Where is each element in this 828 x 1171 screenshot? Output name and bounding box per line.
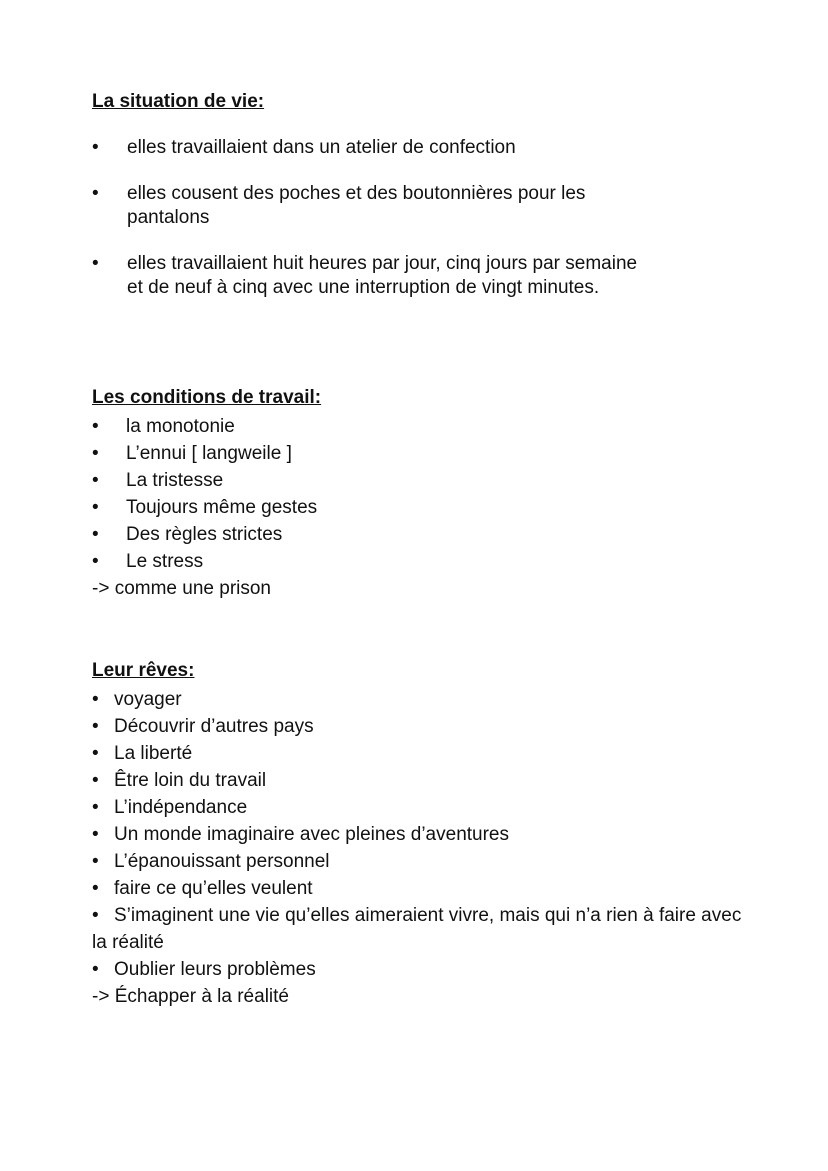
dreams-list — [92, 686, 752, 1010]
list-item-text: Être loin du travail — [114, 770, 267, 791]
bullet-icon: • — [92, 443, 99, 464]
bullet-icon: • — [92, 959, 99, 980]
section-heading-conditions: Les conditions de travail: — [92, 387, 322, 408]
bullet-icon: • — [92, 689, 99, 710]
bullet-icon: • — [92, 416, 99, 437]
bullet-icon: • — [92, 716, 99, 737]
list-item-text: L’indépendance — [114, 797, 248, 818]
dreams-conclusion: -> Échapper à la réalité — [92, 986, 289, 1007]
bullet-icon: • — [92, 824, 99, 845]
bullet-icon: • — [92, 470, 99, 491]
list-item-text: L’épanouissant personnel — [114, 851, 330, 872]
list-item-text: voyager — [114, 689, 182, 710]
bullet-icon: • — [92, 770, 99, 791]
list-item — [92, 548, 317, 575]
bullet-icon: • — [92, 851, 99, 872]
conditions-list — [92, 413, 317, 602]
list-item-text: Des règles strictes — [126, 524, 283, 545]
bullet-icon: • — [92, 797, 99, 818]
list-item-text: faire ce qu’elles veulent — [114, 878, 313, 899]
list-item-text: S’imaginent une vie qu’elles aimeraient vivre, mais qui n’a rien à faire avec la réalité — [92, 905, 742, 953]
list-item — [92, 521, 317, 548]
section-heading-dreams: Leur rêves: — [92, 660, 195, 681]
list-item — [92, 494, 317, 521]
list-item — [92, 902, 752, 956]
list-item-text: la monotonie — [126, 416, 235, 437]
list-item-text: La liberté — [114, 743, 193, 764]
list-item-text: Oublier leurs problèmes — [114, 959, 316, 980]
list-item-text: Un monde imaginaire avec pleines d’aventures — [114, 824, 510, 845]
list-item-text: La tristesse — [126, 470, 224, 491]
list-item — [92, 848, 752, 875]
list-item — [92, 767, 752, 794]
bullet-icon: • — [92, 878, 99, 899]
bullet-icon: • — [92, 137, 99, 158]
list-item — [92, 252, 732, 300]
bullet-icon: • — [92, 905, 99, 926]
bullet-icon: • — [92, 183, 99, 204]
list-item — [92, 136, 732, 160]
conditions-conclusion: -> comme une prison — [92, 578, 271, 599]
list-item-text: Toujours même gestes — [126, 497, 318, 518]
list-item-text: elles travaillaient dans un atelier de confection — [127, 137, 516, 158]
list-item — [92, 956, 752, 983]
list-item — [92, 713, 752, 740]
list-item — [92, 182, 732, 230]
bullet-icon: • — [92, 524, 99, 545]
list-item — [92, 875, 752, 902]
bullet-icon: • — [92, 551, 99, 572]
list-item-text: elles cousent des poches et des boutonnières pour les pantalons — [127, 183, 586, 228]
bullet-icon: • — [92, 497, 99, 518]
bullet-icon: • — [92, 743, 99, 764]
list-item — [92, 794, 752, 821]
list-item-text: Découvrir d’autres pays — [114, 716, 314, 737]
list-item — [92, 686, 752, 713]
list-item — [92, 467, 317, 494]
list-item — [92, 413, 317, 440]
list-item — [92, 440, 317, 467]
bullet-icon: • — [92, 253, 99, 274]
list-item — [92, 821, 752, 848]
list-item-text: Le stress — [126, 551, 204, 572]
list-item-text: L’ennui [ langweile ] — [126, 443, 292, 464]
situation-list — [92, 136, 732, 322]
list-item — [92, 740, 752, 767]
section-heading-situation: La situation de vie: — [92, 91, 265, 112]
list-item-text: elles travaillaient huit heures par jour, cinq jours par semaine et de neuf à cinq avec une interruption de vingt minutes. — [127, 253, 638, 298]
